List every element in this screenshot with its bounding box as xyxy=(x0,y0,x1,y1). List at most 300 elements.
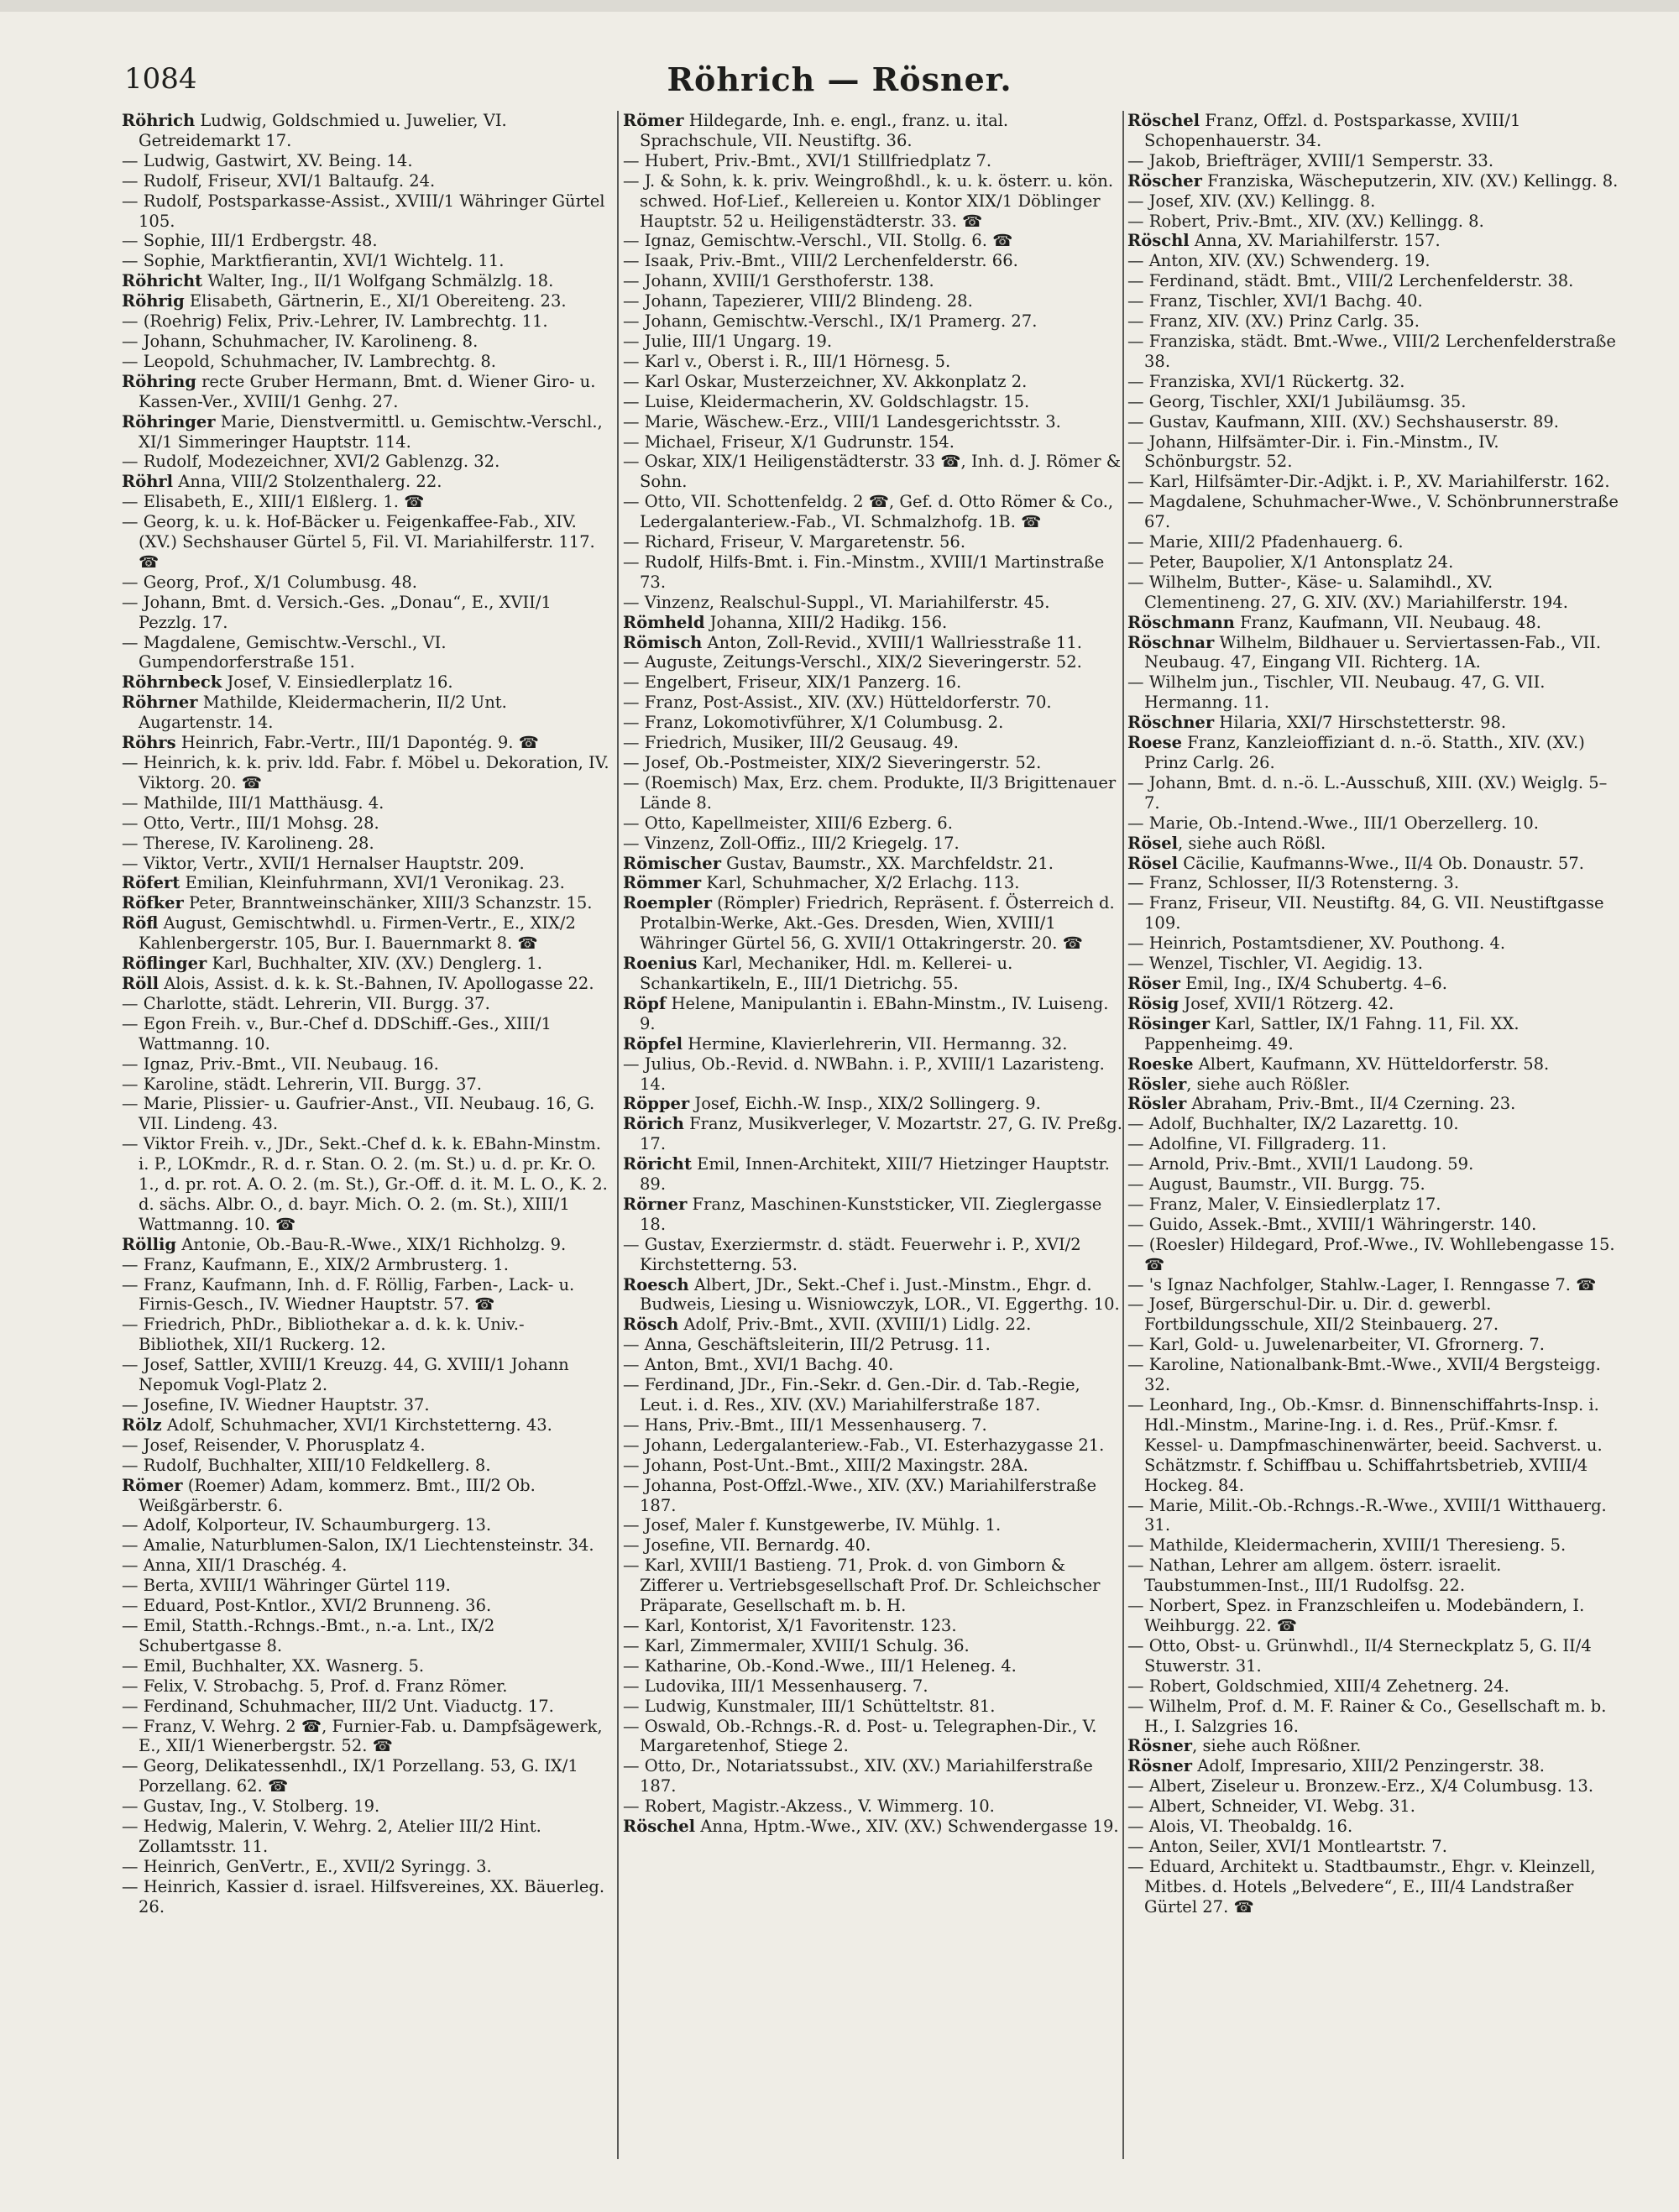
directory-entry xyxy=(122,733,613,753)
entry-surname: Röschel xyxy=(623,1817,696,1837)
entry-surname: Röpper xyxy=(623,1094,690,1114)
entry-surname: Römer xyxy=(122,1475,183,1495)
entry-text: — Luise, Kleidermacherin, XV. Goldschlagstr. 15. xyxy=(623,391,1030,411)
entry-text: Albert, JDr., Sekt.-Chef i. Just.-Minstm., Ehgr. d. Budweis, Liesing u. Wisniowczyk, LOR., VI. Eggerthg. 10. xyxy=(640,1274,1120,1315)
entry-surname: Roesch xyxy=(623,1274,689,1294)
entry-surname: Röhringer xyxy=(122,411,216,431)
entry-text: Josef, V. Einsiedlerplatz 16. xyxy=(222,672,453,693)
entry-text: Peter, Branntweinschänker, XIII/3 Schanzstr. 15. xyxy=(183,893,593,913)
entry-text: Cäcilie, Kaufmanns-Wwe., II/4 Ob. Donaustr. 57. xyxy=(1178,853,1584,873)
entry-text: — Leopold, Schuhmacher, IV. Lambrechtg. 8. xyxy=(122,351,496,371)
entry-text: Albert, Kaufmann, XV. Hütteldorferstr. 58. xyxy=(1193,1054,1550,1074)
entry-text: — Karl, Kontorist, X/1 Favoritenstr. 123. xyxy=(623,1615,957,1635)
entry-surname: Röschel xyxy=(1127,111,1200,130)
entry-text: — Rudolf, Buchhalter, XIII/10 Feldkellerg. 8. xyxy=(122,1455,491,1475)
directory-entry xyxy=(1127,733,1619,773)
entry-surname: Rösler xyxy=(1127,1074,1187,1094)
entry-text: — Wilhelm, Prof. d. M. F. Rainer & Co., Gesellschaft m. b. H., I. Salzgries 16. xyxy=(1127,1696,1607,1736)
directory-entry xyxy=(623,753,1122,773)
entry-text: Emilian, Kleinfuhrmann, XVI/1 Veronikag. 23. xyxy=(180,873,565,893)
directory-entry xyxy=(122,1535,613,1556)
directory-entry xyxy=(623,372,1122,392)
entry-text: — Arnold, Priv.-Bmt., XVII/1 Laudong. 59. xyxy=(1127,1154,1474,1174)
directory-entry xyxy=(623,111,1122,151)
directory-entry xyxy=(1127,1837,1619,1857)
entry-text: — Wilhelm jun., Tischler, VII. Neubaug. 47, G. VII. Hermanng. 11. xyxy=(1127,672,1546,713)
directory-entry xyxy=(623,552,1122,593)
entry-text: — Gustav, Kaufmann, XIII. (XV.) Sechshauserstr. 89. xyxy=(1127,411,1559,431)
entry-surname: Röfert xyxy=(122,873,180,893)
entry-text: — Robert, Magistr.-Akzess., V. Wimmerg. 10. xyxy=(623,1796,995,1817)
entry-text: — Marie, Milit.-Ob.-Rchngs.-R.-Wwe., XVIII/1 Witthauerg. 31. xyxy=(1127,1495,1607,1535)
entry-surname: Rösler xyxy=(1127,1094,1187,1114)
entry-text: — Ludwig, Kunstmaler, III/1 Schütteltstr. 81. xyxy=(623,1696,996,1716)
entry-text: (Roemer) Adam, kommerz. Bmt., III/2 Ob. Weißgärberstr. 6. xyxy=(139,1475,536,1515)
entry-text: — Johann, Post-Unt.-Bmt., XIII/2 Maxingstr. 28A. xyxy=(623,1455,1028,1475)
entry-text: — Johann, Hilfsämter-Dir. i. Fin.-Minstm., IV. Schönburgstr. 52. xyxy=(1127,431,1499,472)
entry-text: — Karl Oskar, Musterzeichner, XV. Akkonplatz 2. xyxy=(623,371,1028,391)
entry-surname: Röhring xyxy=(122,371,196,391)
directory-entry xyxy=(623,1636,1122,1656)
directory-entry xyxy=(122,472,613,492)
directory-entry xyxy=(623,151,1122,171)
entry-text: — Charlotte, städt. Lehrerin, VII. Burgg. 37. xyxy=(122,993,490,1013)
entry-surname: Rösel xyxy=(1127,853,1179,873)
running-head: Röhrich — Rösner. xyxy=(667,60,1012,98)
directory-entry xyxy=(1127,1736,1619,1756)
directory-entry xyxy=(122,873,613,893)
directory-entry xyxy=(623,1476,1122,1516)
entry-surname: Rörner xyxy=(623,1194,688,1214)
directory-entry xyxy=(122,913,613,954)
directory-entry xyxy=(122,1717,613,1757)
entry-text: — Egon Freih. v., Bur.-Chef d. DDSchiff.-Ges., XIII/1 Wattmanng. 10. xyxy=(122,1013,552,1054)
directory-entry xyxy=(1127,1114,1619,1134)
directory-entry xyxy=(122,974,613,994)
directory-entry xyxy=(1127,1094,1619,1114)
entry-text: — Franz, XIV. (XV.) Prinz Carlg. 35. xyxy=(1127,311,1420,332)
directory-entry xyxy=(122,191,613,232)
directory-entry xyxy=(122,1275,613,1315)
directory-entry xyxy=(1127,974,1619,994)
directory-entry xyxy=(1127,1154,1619,1174)
entry-text: Adolf, Priv.-Bmt., XVII. (XVIII/1) Lidlg. 22. xyxy=(678,1315,1032,1335)
entry-text: Franz, Kanzleioffiziant d. n.-ö. Statth., XIV. (XV.) Prinz Carlg. 26. xyxy=(1144,733,1585,772)
directory-entry xyxy=(122,231,613,251)
directory-entry xyxy=(623,1235,1122,1275)
entry-text: — Karl, Gold- u. Juwelenarbeiter, VI. Gfrornerg. 7. xyxy=(1127,1335,1545,1355)
entry-text: — Hans, Priv.-Bmt., III/1 Messenhauserg. 7. xyxy=(623,1415,987,1435)
directory-entry xyxy=(122,1697,613,1717)
entry-text: Josef, Eichh.-W. Insp., XIX/2 Sollingerg. 9. xyxy=(689,1094,1041,1114)
entry-text: — Viktor Freih. v., JDr., Sekt.-Chef d. k. k. EBahn-Minstm. i. P., LOKmdr., R. d. r. Stan. O. 2. (m. St.) u. d. pr. Kr. O. 1., d. pr. rot. A. O. 2. (m. St.), Gr.-Off. d. it. M. L. O., K. 2. d. sächs. Albr. O., d. bayr. Mich. O. 2. (m. St.), XIII/1 Wattmanng. 10. ☎ xyxy=(122,1134,608,1234)
directory-entry xyxy=(1127,472,1619,492)
directory-entry xyxy=(122,171,613,191)
directory-entry xyxy=(1127,111,1619,151)
entry-text: — Adolfine, VI. Fillgraderg. 11. xyxy=(1127,1134,1387,1154)
entry-text: — Franz, Maler, V. Einsiedlerplatz 17. xyxy=(1127,1194,1441,1214)
entry-text: — Oswald, Ob.-Rchngs.-R. d. Post- u. Telegraphen-Dir., V. Margaretenhof, Stiege 2. xyxy=(623,1716,1097,1756)
entry-text: — Ludwig, Gastwirt, XV. Being. 14. xyxy=(122,150,413,170)
directory-entry xyxy=(623,1415,1122,1435)
entry-surname: Röschnar xyxy=(1127,632,1215,652)
directory-entry xyxy=(122,352,613,372)
entry-text: — Johann, Bmt. d. n.-ö. L.-Ausschuß, XIII. (XV.) Weiglg. 5–7. xyxy=(1127,772,1608,813)
entry-text: — Ignaz, Gemischtw.-Verschl., VII. Stollg. 6. ☎ xyxy=(623,231,1013,251)
entry-text: — Viktor, Vertr., XVII/1 Hernalser Hauptstr. 209. xyxy=(122,853,525,873)
entry-surname: Röpf xyxy=(623,993,667,1013)
directory-entry xyxy=(1127,1075,1619,1095)
entry-text: — Hubert, Priv.-Bmt., XVI/1 Stillfriedplatz 7. xyxy=(623,150,992,170)
directory-entry xyxy=(122,1456,613,1476)
directory-entry xyxy=(122,834,613,854)
entry-text: — Josef, Ob.-Postmeister, XIX/2 Sieveringerstr. 52. xyxy=(623,753,1042,772)
directory-entry xyxy=(1127,1857,1619,1917)
entry-text: — Franz, V. Wehrg. 2 ☎, Furnier-Fab. u. Dampfsägewerk, E., XII/1 Wienerbergstr. 52. ☎ xyxy=(122,1716,603,1756)
entry-surname: Röricht xyxy=(623,1154,692,1174)
directory-entry xyxy=(1127,1355,1619,1395)
entry-text: — Jakob, Briefträger, XVIII/1 Semperstr. 33. xyxy=(1127,150,1494,170)
directory-entry xyxy=(1127,713,1619,733)
entry-text: Elisabeth, Gärtnerin, E., XI/1 Obereiteng. 23. xyxy=(184,291,567,311)
entry-text: — Anna, XII/1 Draschég. 4. xyxy=(122,1556,348,1576)
directory-entry xyxy=(1127,1776,1619,1796)
entry-text: — Katharine, Ob.-Kond.-Wwe., III/1 Heleneg. 4. xyxy=(623,1655,1017,1676)
entry-text: — Magdalene, Schuhmacher-Wwe., V. Schönbrunnerstraße 67. xyxy=(1127,492,1619,532)
directory-entry xyxy=(122,633,613,673)
directory-entry xyxy=(623,171,1122,232)
entry-text: — Sophie, Marktfierantin, XVI/1 Wichtelg. 11. xyxy=(122,251,505,271)
directory-entry xyxy=(122,693,613,733)
directory-entry xyxy=(122,1315,613,1355)
directory-entry xyxy=(1127,1676,1619,1697)
entry-surname: Röhrig xyxy=(122,291,185,311)
entry-surname: Rölz xyxy=(122,1415,162,1435)
entry-text: (Römpler) Friedrich, Repräsent. f. Österreich d. Protalbin-Werke, Akt.-Ges. Dresden, Wien, XVIII/1 Währinger Gürtel 56, G. XVII/1 Ottakringerstr. 20. ☎ xyxy=(640,893,1115,954)
entry-text: — Franz, Friseur, VII. Neustiftg. 84, G. VII. Neustiftgasse 109. xyxy=(1127,893,1604,933)
directory-entry xyxy=(122,372,613,412)
entry-text: Franz, Kaufmann, VII. Neubaug. 48. xyxy=(1234,612,1541,632)
entry-text: — Otto, Kapellmeister, XIII/6 Ezberg. 6. xyxy=(623,813,953,833)
entry-text: — Marie, Wäschew.-Erz., VIII/1 Landesgerichtsstr. 3. xyxy=(623,411,1061,431)
entry-text: — (Roehrig) Felix, Priv.-Lehrer, IV. Lambrechtg. 11. xyxy=(122,311,548,332)
entry-text: Karl, Buchhalter, XIV. (XV.) Denglerg. 1. xyxy=(207,954,543,974)
directory-entry xyxy=(1127,613,1619,633)
entry-text: — Josef, Sattler, XVIII/1 Kreuzg. 44, G. XVIII/1 Johann Nepomuk Vogl-Platz 2. xyxy=(122,1355,569,1395)
entry-text: — Robert, Goldschmied, XIII/4 Zehetnerg. 24. xyxy=(1127,1676,1509,1696)
entry-text: — Vinzenz, Realschul-Suppl., VI. Mariahilferstr. 45. xyxy=(623,592,1050,612)
directory-entry xyxy=(623,1456,1122,1476)
entry-text: — Felix, V. Strobachg. 5, Prof. d. Franz Römer. xyxy=(122,1676,508,1696)
directory-entry xyxy=(623,1054,1122,1095)
entry-text: — Karl, Hilfsämter-Dir.-Adjkt. i. P., XV. Mariahilferstr. 162. xyxy=(1127,472,1610,492)
entry-text: — Josef, Bürgerschul-Dir. u. Dir. d. gewerbl. Fortbildungsschule, XII/2 Steinbauerg. 27. xyxy=(1127,1294,1499,1335)
directory-entry xyxy=(623,1756,1122,1796)
directory-entry xyxy=(623,1335,1122,1355)
directory-entry xyxy=(1127,191,1619,212)
directory-entry xyxy=(122,893,613,913)
entry-surname: Römheld xyxy=(623,612,705,632)
directory-entry xyxy=(623,994,1122,1034)
entry-text: — Johann, Bmt. d. Versich.-Ges. „Donau“, E., XVII/1 Pezzlg. 17. xyxy=(122,592,552,632)
entry-text: — Ferdinand, Schuhmacher, III/2 Unt. Viaductg. 17. xyxy=(122,1696,554,1716)
entry-text: — Anna, Geschäftsleiterin, III/2 Petrusg. 11. xyxy=(623,1335,991,1355)
page-number: 1084 xyxy=(124,62,197,96)
column-rule xyxy=(1122,111,1124,2159)
directory-entry xyxy=(122,1576,613,1596)
entry-text: — Georg, k. u. k. Hof-Bäcker u. Feigenkaffee-Fab., XIV. (XV.) Sechshauser Gürtel 5, Fil. VI. Mariahilferstr. 117. ☎ xyxy=(122,512,595,572)
entry-surname: Rösner xyxy=(1127,1736,1193,1756)
directory-entry xyxy=(623,1435,1122,1456)
directory-entry xyxy=(1127,834,1619,854)
directory-entry xyxy=(623,1094,1122,1114)
directory-entry xyxy=(1127,1636,1619,1676)
directory-entry xyxy=(623,593,1122,613)
entry-text: — Franziska, städt. Bmt.-Wwe., VIII/2 Lerchenfelderstraße 38. xyxy=(1127,331,1616,371)
entry-text: — Mathilde, III/1 Matthäusg. 4. xyxy=(122,792,384,813)
entry-text: — Marie, XIII/2 Pfadenhauerg. 6. xyxy=(1127,532,1404,552)
directory-entry xyxy=(1127,251,1619,271)
entry-text: — Engelbert, Friseur, XIX/1 Panzerg. 16. xyxy=(623,672,962,693)
entry-text: — Johann, Tapezierer, VIII/2 Blindeng. 28. xyxy=(623,291,973,311)
directory-entry xyxy=(623,893,1122,954)
entry-text: — Josef, Maler f. Kunstgewerbe, IV. Mühlg. 1. xyxy=(623,1515,1002,1535)
directory-entry xyxy=(623,1114,1122,1154)
entry-text: Franz, Musikverleger, V. Mozartstr. 27, G. IV. Preßg. 17. xyxy=(640,1114,1122,1154)
entry-surname: Rösner xyxy=(1127,1756,1193,1776)
directory-entry xyxy=(1127,1496,1619,1536)
directory-entry xyxy=(623,1697,1122,1717)
entry-text: — Karoline, städt. Lehrerin, VII. Burgg. 37. xyxy=(122,1074,482,1094)
entry-text: — Rudolf, Postsparkasse-Assist., XVIII/1 Währinger Gürtel 105. xyxy=(122,191,605,231)
entry-text: Heinrich, Fabr.-Vertr., III/1 Dapontég. 9. ☎ xyxy=(175,733,539,753)
entry-text: — Ignaz, Priv.-Bmt., VII. Neubaug. 16. xyxy=(122,1054,439,1074)
directory-entry xyxy=(623,332,1122,352)
directory-entry xyxy=(623,452,1122,492)
entry-text: — Karl v., Oberst i. R., III/1 Hörnesg. 5. xyxy=(623,351,951,371)
entry-text: — Hedwig, Malerin, V. Wehrg. 2, Atelier III/2 Hint. Zollamtsstr. 11. xyxy=(122,1817,541,1856)
entry-text: Helene, Manipulantin i. EBahn-Minstm., IV. Luiseng. 9. xyxy=(640,993,1109,1033)
entry-text: — Julius, Ob.-Revid. d. NWBahn. i. P., XVIII/1 Lazaristeng. 14. xyxy=(623,1054,1105,1094)
directory-entry xyxy=(1127,552,1619,573)
entry-text: — Franz, Schlosser, II/3 Rotensterng. 3. xyxy=(1127,873,1460,893)
entry-text: Franz, Offzl. d. Postsparkasse, XVIII/1 Schopenhauerstr. 34. xyxy=(1144,111,1521,150)
entry-text: — Vinzenz, Zoll-Offiz., III/2 Kriegelg. 17. xyxy=(623,833,960,853)
entry-text: — Mathilde, Kleidermacherin, XVIII/1 Theresieng. 5. xyxy=(1127,1535,1567,1556)
directory-entry xyxy=(1127,1195,1619,1215)
entry-text: Johanna, XIII/2 Hadikg. 156. xyxy=(704,612,948,632)
directory-entry xyxy=(122,271,613,291)
scan-top-edge xyxy=(0,0,1679,12)
directory-entry xyxy=(1127,1174,1619,1195)
entry-text: Adolf, Impresario, XIII/2 Penzingerstr. 38. xyxy=(1192,1756,1545,1776)
directory-entry xyxy=(122,1075,613,1095)
entry-text: — Marie, Ob.-Intend.-Wwe., III/1 Oberzellerg. 10. xyxy=(1127,813,1539,833)
directory-entry xyxy=(623,813,1122,834)
directory-entry xyxy=(122,573,613,593)
entry-text: — Emil, Statth.-Rchngs.-Bmt., n.-a. Lnt., IX/2 Schubertgasse 8. xyxy=(122,1615,495,1655)
entry-surname: Rösig xyxy=(1127,993,1179,1013)
directory-column-1 xyxy=(122,111,613,2184)
entry-surname: Römischer xyxy=(623,853,721,873)
directory-entry xyxy=(1127,332,1619,372)
directory-entry xyxy=(122,1054,613,1075)
directory-entry xyxy=(1127,994,1619,1014)
entry-surname: Röflinger xyxy=(122,954,207,974)
directory-entry xyxy=(122,753,613,793)
directory-entry xyxy=(1127,532,1619,552)
directory-entry xyxy=(623,1355,1122,1375)
directory-entry xyxy=(122,1014,613,1054)
entry-text: Alois, Assist. d. k. k. St.-Bahnen, IV. Apollogasse 22. xyxy=(159,973,594,993)
entry-surname: Röhrnbeck xyxy=(122,672,222,693)
entry-text: Karl, Mechaniker, Hdl. m. Kellerei- u. Schankartikeln, E., III/1 Dietrichg. 55. xyxy=(640,954,1013,993)
directory-entry xyxy=(1127,492,1619,532)
entry-surname: Röscher xyxy=(1127,170,1202,191)
directory-entry xyxy=(623,1195,1122,1235)
directory-entry xyxy=(623,1375,1122,1415)
entry-text: Karl, Sattler, IX/1 Fahng. 11, Fil. XX. Pappenheimg. 49. xyxy=(1144,1013,1519,1054)
entry-text: Marie, Dienstvermittl. u. Gemischtw.-Verschl., XI/1 Simmeringer Hauptstr. 114. xyxy=(139,411,603,452)
directory-entry xyxy=(122,854,613,874)
entry-text: — Friedrich, PhDr., Bibliothekar a. d. k. k. Univ.-Bibliothek, XII/1 Ruckerg. 12. xyxy=(122,1315,525,1355)
entry-text: — Franziska, XVI/1 Rückertg. 32. xyxy=(1127,371,1405,391)
directory-entry xyxy=(1127,171,1619,191)
directory-entry xyxy=(623,1717,1122,1757)
directory-entry xyxy=(1127,151,1619,171)
directory-entry xyxy=(1127,1596,1619,1636)
directory-entry xyxy=(623,652,1122,672)
entry-surname: Röfker xyxy=(122,893,184,913)
entry-text: , siehe auch Rößler. xyxy=(1186,1074,1351,1094)
directory-entry xyxy=(623,1556,1122,1616)
directory-entry xyxy=(1127,1014,1619,1054)
directory-entry xyxy=(122,793,613,813)
directory-entry xyxy=(623,954,1122,994)
entry-surname: Roenius xyxy=(623,954,698,974)
directory-entry xyxy=(122,1817,613,1857)
directory-entry xyxy=(1127,1275,1619,1295)
directory-entry xyxy=(122,954,613,974)
entry-text: — Rudolf, Friseur, XVI/1 Baltaufg. 24. xyxy=(122,170,436,191)
directory-entry xyxy=(122,1255,613,1275)
entry-surname: Röschner xyxy=(1127,713,1215,733)
directory-entry xyxy=(623,672,1122,693)
entry-text: Walter, Ing., II/1 Wolfgang Schmälzlg. 18. xyxy=(202,271,554,291)
column-rule xyxy=(617,111,619,2159)
entry-text: — Karl, Zimmermaler, XVIII/1 Schulg. 36. xyxy=(623,1635,970,1655)
directory-entry xyxy=(1127,1697,1619,1737)
entry-text: — Alois, VI. Theobaldg. 16. xyxy=(1127,1817,1353,1837)
directory-entry xyxy=(1127,1215,1619,1235)
entry-text: — Johann, Schuhmacher, IV. Karolineng. 8. xyxy=(122,331,479,351)
directory-entry xyxy=(122,813,613,834)
entry-text: — Amalie, Naturblumen-Salon, IX/1 Liechtensteinstr. 34. xyxy=(122,1535,594,1556)
directory-entry xyxy=(623,633,1122,653)
directory-entry xyxy=(623,1817,1122,1837)
entry-text: — Eduard, Post-Kntlor., XVI/2 Brunneng. 36. xyxy=(122,1596,492,1616)
entry-text: — Johann, XVIII/1 Gersthoferstr. 138. xyxy=(623,271,934,291)
entry-text: Mathilde, Kleidermacherin, II/2 Unt. Augartenstr. 14. xyxy=(139,693,507,733)
directory-entry xyxy=(623,231,1122,251)
entry-text: — (Roesler) Hildegard, Prof.-Wwe., IV. Wohllebengasse 15. ☎ xyxy=(1127,1234,1615,1274)
directory-entry xyxy=(1127,1335,1619,1355)
entry-text: — Friedrich, Musiker, III/2 Geusaug. 49. xyxy=(623,733,959,753)
directory-entry xyxy=(623,1535,1122,1556)
directory-entry xyxy=(1127,212,1619,232)
entry-surname: Römmer xyxy=(623,873,702,893)
entry-text: — August, Baumstr., VII. Burgg. 75. xyxy=(1127,1174,1425,1195)
directory-entry xyxy=(1127,873,1619,893)
directory-entry xyxy=(122,311,613,332)
directory-entry xyxy=(1127,573,1619,613)
entry-text: — Georg, Prof., X/1 Columbusg. 48. xyxy=(122,572,417,592)
directory-entry xyxy=(623,733,1122,753)
entry-surname: Rösch xyxy=(623,1315,679,1335)
entry-text: — Albert, Schneider, VI. Webg. 31. xyxy=(1127,1796,1415,1817)
entry-surname: Rösinger xyxy=(1127,1013,1211,1033)
entry-text: — Gustav, Exerziermstr. d. städt. Feuerwehr i. P., XVI/2 Kirchstetterng. 53. xyxy=(623,1234,1081,1274)
directory-entry xyxy=(1127,412,1619,432)
entry-text: Anton, Zoll-Revid., XVIII/1 Wallriesstraße 11. xyxy=(702,632,1082,652)
directory-entry xyxy=(122,1877,613,1917)
entry-text: — Georg, Delikatessenhdl., IX/1 Porzellang. 53, G. IX/1 Porzellang. 62. ☎ xyxy=(122,1756,578,1796)
directory-entry xyxy=(1127,633,1619,673)
entry-text: — Franz, Kaufmann, E., XIX/2 Armbrusterg. 1. xyxy=(122,1254,509,1274)
directory-entry xyxy=(623,1656,1122,1676)
directory-entry xyxy=(623,1315,1122,1335)
entry-text: — Oskar, XIX/1 Heiligenstädterstr. 33 ☎, Inh. d. J. Römer & Sohn. xyxy=(623,452,1122,492)
directory-entry xyxy=(122,1656,613,1676)
directory-entry xyxy=(623,532,1122,552)
directory-entry xyxy=(122,452,613,472)
directory-entry xyxy=(1127,372,1619,392)
directory-entry xyxy=(623,251,1122,271)
directory-entry xyxy=(1127,1054,1619,1075)
entry-text: — Ferdinand, JDr., Fin.-Sekr. d. Gen.-Dir. d. Tab.-Regie, Leut. i. d. Res., XIV. (XV.) Mariahilferstraße 187. xyxy=(623,1375,1080,1415)
entry-text: Anna, VIII/2 Stolzenthalerg. 22. xyxy=(173,472,442,492)
entry-text: Antonie, Ob.-Bau-R.-Wwe., XIX/1 Richholzg. 9. xyxy=(176,1234,567,1254)
entry-text: — Franz, Lokomotivführer, X/1 Columbusg. 2. xyxy=(623,713,1004,733)
directory-entry xyxy=(623,412,1122,432)
directory-entry xyxy=(623,873,1122,893)
directory-entry xyxy=(1127,893,1619,933)
directory-entry xyxy=(623,291,1122,311)
directory-entry xyxy=(122,1676,613,1697)
directory-entry xyxy=(122,1556,613,1576)
directory-entry xyxy=(122,412,613,452)
entry-surname: Röllig xyxy=(122,1234,177,1254)
entry-text: Abraham, Priv.-Bmt., II/4 Czerning. 23. xyxy=(1186,1094,1516,1114)
directory-entry xyxy=(122,111,613,151)
entry-surname: Röhrich xyxy=(122,111,196,130)
entry-surname: Römer xyxy=(623,111,684,130)
entry-text: — Heinrich, GenVertr., E., XVII/2 Syringg. 3. xyxy=(122,1856,492,1876)
directory-entry xyxy=(1127,1556,1619,1596)
entry-text: — Robert, Priv.-Bmt., XIV. (XV.) Kellingg. 8. xyxy=(1127,211,1484,231)
directory-entry xyxy=(623,392,1122,412)
entry-text: — Johanna, Post-Offzl.-Wwe., XIV. (XV.) Mariahilferstraße 187. xyxy=(623,1475,1097,1515)
directory-entry xyxy=(1127,1395,1619,1496)
directory-entry xyxy=(1127,813,1619,834)
entry-text: August, Gemischtwhdl. u. Firmen-Vertr., E., XIX/2 Kahlenbergerstr. 105, Bur. I. Bauernmarkt 8. ☎ xyxy=(139,913,576,954)
entry-text: — Johann, Gemischtw.-Verschl., IX/1 Pramerg. 27. xyxy=(623,311,1038,332)
directory-entry xyxy=(1127,773,1619,813)
entry-surname: Römisch xyxy=(623,632,703,652)
entry-surname: Röhricht xyxy=(122,271,203,291)
directory-entry xyxy=(122,672,613,693)
entry-text: Ludwig, Goldschmied u. Juwelier, VI. Getreidemarkt 17. xyxy=(139,111,507,150)
